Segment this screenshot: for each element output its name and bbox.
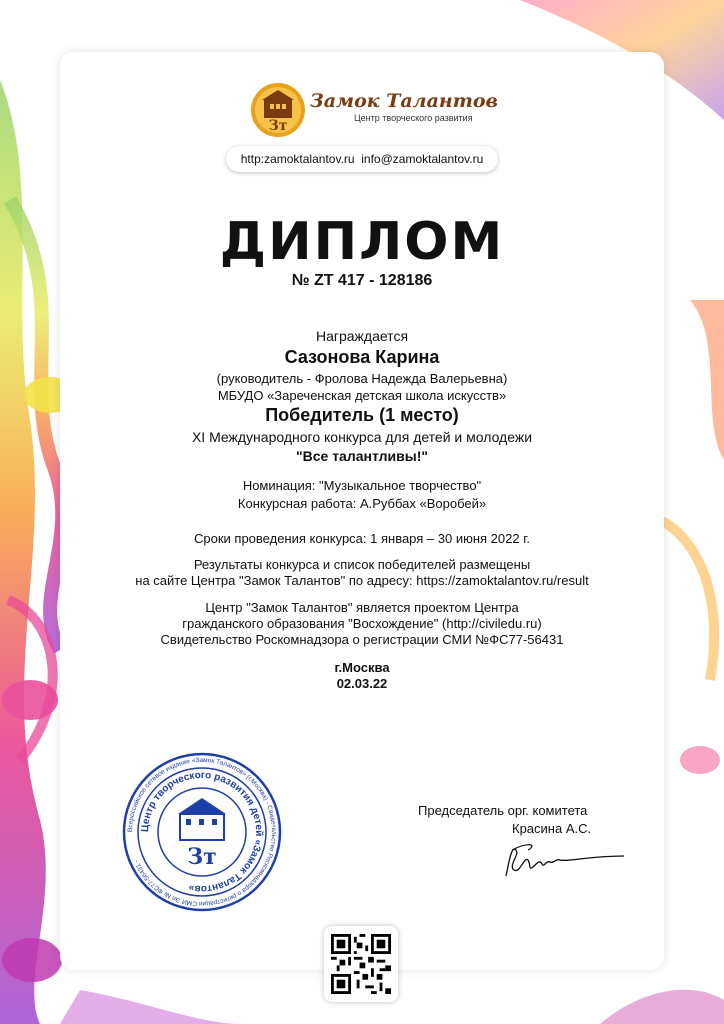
contest-name: "Все талантливы!" xyxy=(295,448,429,464)
signature-role: Председатель орг. комитета xyxy=(418,803,588,818)
project-line-3: Свидетельство Роскомнадзора о регистрации СМИ №ФС77-56431 xyxy=(160,632,564,647)
brand-logo xyxy=(250,82,498,138)
contest-text: XI Международного конкурса для детей и молодежи xyxy=(191,429,533,445)
project-line-1: Центр "Замок Талантов" является проектом Центра xyxy=(205,600,519,615)
recipient-name: Сазонова Карина xyxy=(284,347,440,367)
seal-castle-icon xyxy=(178,798,226,840)
qr-code[interactable] xyxy=(324,926,398,1002)
city-text: г.Москва xyxy=(334,660,390,675)
supervisor-text: (руководитель - Фролова Надежда Валерьевна) xyxy=(216,371,508,386)
diploma-title: ДИПЛОМ xyxy=(219,212,505,272)
contacts-pill xyxy=(226,146,498,172)
place-text: Победитель (1 место) xyxy=(265,405,459,425)
nomination-text: Номинация: "Музыкальное творчество" xyxy=(242,478,482,493)
date-text: 02.03.22 xyxy=(336,676,388,691)
signature-name: Красина А.С. xyxy=(512,821,592,836)
brand-tagline: Центр творческого развития xyxy=(354,113,473,123)
brand-name: Замок Талантов xyxy=(310,90,498,112)
castle-icon xyxy=(250,82,306,138)
site-link[interactable]: http:zamoktalantov.ru xyxy=(240,152,355,166)
handwritten-signature xyxy=(498,836,628,886)
qr-code-icon xyxy=(331,934,391,994)
svg-text:Зт: Зт xyxy=(268,118,288,134)
svg-text:Зт: Зт xyxy=(187,844,217,870)
project-line-2: гражданского образования "Восхождение" (http://civiledu.ru) xyxy=(182,616,542,631)
work-text: Конкурсная работа: А.Руббах «Воробей» xyxy=(237,496,487,511)
email-link[interactable]: info@zamoktalantov.ru xyxy=(361,152,484,166)
dates-text: Сроки проведения конкурса: 1 января – 30 июня 2022 г. xyxy=(194,531,530,546)
official-seal xyxy=(122,752,282,912)
school-text: МБУДО «Зареченская детская школа искусств» xyxy=(217,388,507,403)
results-line-1: Результаты конкурса и список победителей размещены xyxy=(193,557,531,572)
svg-text:Центр творческого развития дет: Центр творческого развития детей «Замок Талантов» xyxy=(139,769,265,895)
diploma-number: № ZT 417 - 128186 xyxy=(291,272,433,289)
awarded-label: Награждается xyxy=(315,328,409,344)
svg-text:Всероссийское сетевое издание: Всероссийское сетевое издание «Замок Талантов» (г.Москва) - Свидетельство Роскомнадзора о регистрации СМИ Эл № ФС77-56431 - xyxy=(126,756,278,908)
results-line-2: на сайте Центра "Замок Талантов" по адресу: https://zamoktalantov.ru/result xyxy=(135,573,589,588)
